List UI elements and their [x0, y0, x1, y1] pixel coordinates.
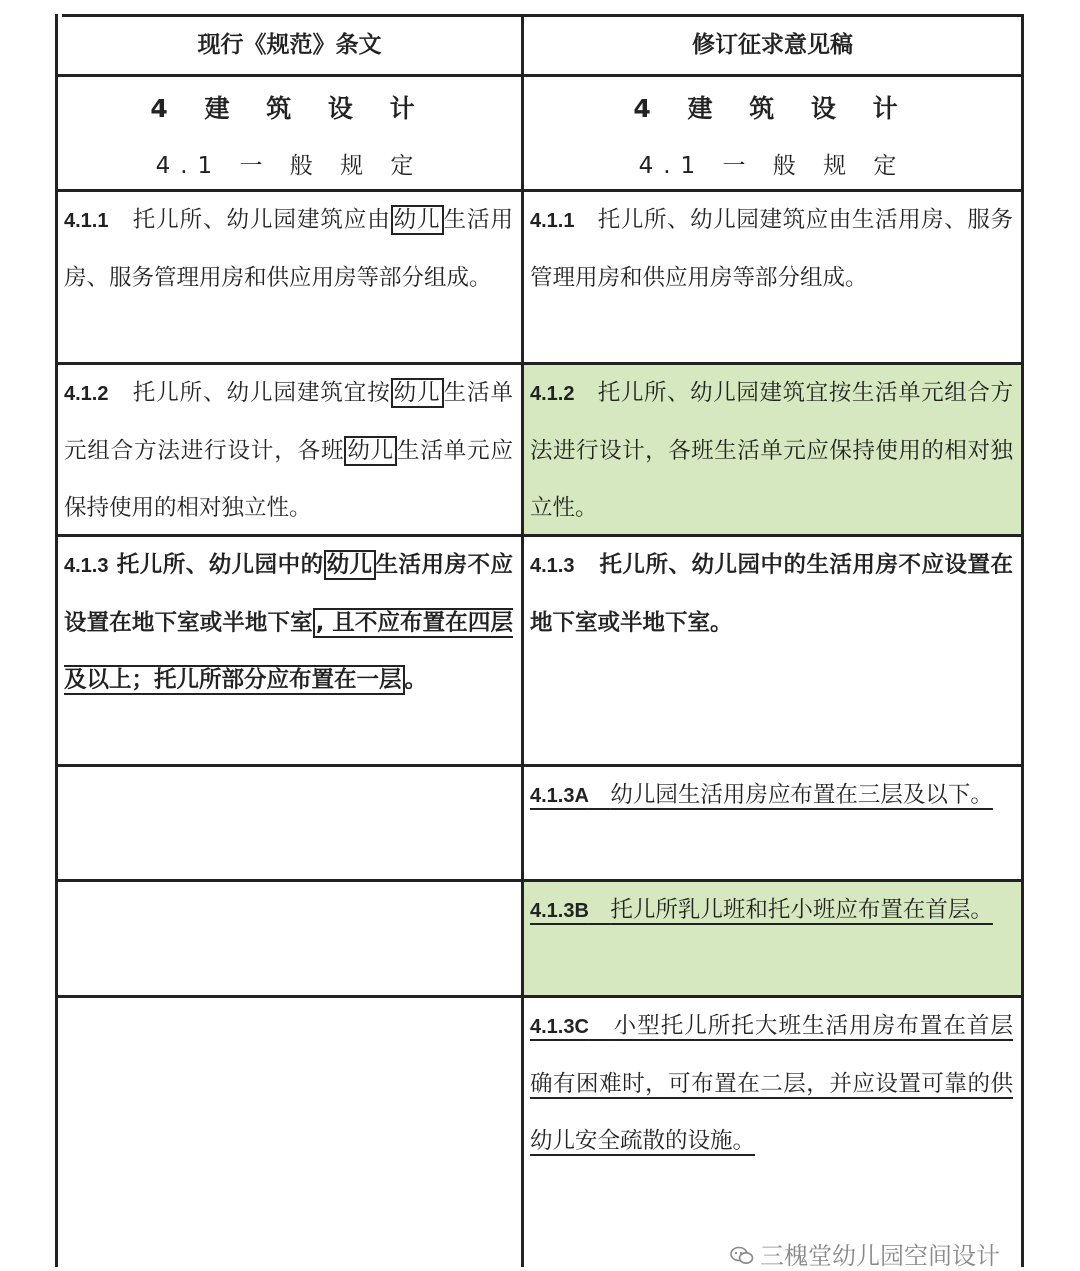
clause-4-1-3c-revised — [524, 998, 1021, 1218]
clause-number: 4.1.3 — [530, 555, 575, 577]
empty-cell — [58, 767, 521, 879]
empty-cell — [58, 882, 521, 995]
clause-text: 托儿所、幼儿园建筑应由 — [132, 207, 391, 233]
clause-number: 4.1.2 — [530, 383, 575, 405]
header-revision-draft: 修订征求意见稿 — [692, 32, 853, 58]
watermark-text: 三槐堂幼儿园空间设计 — [760, 1242, 1000, 1270]
clause-text-added: 幼儿园生活用房应布置在三层及以下。 — [610, 782, 993, 808]
watermark — [730, 1236, 1000, 1271]
clause-4-1-3-revised — [524, 537, 1021, 764]
clause-4-1-3-current — [58, 537, 521, 764]
boxed-deletion: 幼儿 — [344, 436, 397, 466]
boxed-deletion: , 且不应布置在四层及以上；托儿所部分应布置在一层 — [64, 610, 513, 693]
clause-number: 4.1.1 — [530, 210, 575, 232]
clause-text-added: 托儿所乳儿班和托小班应布置在首层。 — [610, 897, 993, 923]
chapter-title-left: 4 建 筑 设 计 — [150, 94, 429, 123]
wechat-icon — [730, 1246, 754, 1266]
empty-cell — [58, 998, 521, 1267]
clause-4-1-1-revised — [524, 192, 1021, 362]
boxed-deletion: 幼儿 — [391, 378, 444, 408]
clause-number: 4.1.3 — [64, 555, 109, 577]
clause-number: 4.1.1 — [64, 210, 109, 232]
boxed-deletion: 幼儿 — [324, 550, 376, 580]
clause-number: 4.1.3C — [530, 1016, 589, 1038]
clause-text: 生活用房、服务管理用房和供应用房等部分组成。 — [64, 207, 513, 291]
clause-text: 托儿所、幼儿园建筑宜按生活单元组合方法进行设计，各班生活单元应保持使用的相对独立性。 — [530, 380, 1013, 521]
section-title-right: 4.1 一 般 规 定 — [638, 153, 907, 179]
clause-4-1-1-current — [58, 192, 521, 362]
clause-4-1-2-current — [58, 365, 521, 534]
chapter-title-right: 4 建 筑 设 计 — [633, 94, 912, 123]
clause-text: 生活单元组合方法进行设计，各班 — [64, 380, 513, 464]
clause-text: 生活单元应保持使用的相对独立性。 — [64, 438, 513, 521]
section-title-left: 4.1 一 般 规 定 — [155, 153, 424, 179]
clause-text: 托儿所、幼儿园建筑宜按 — [132, 380, 391, 406]
row-divider — [55, 74, 1024, 77]
clause-4-1-3a-revised — [524, 767, 1021, 879]
clause-number: 4.1.2 — [64, 383, 109, 405]
clause-number: 4.1.3B — [530, 900, 589, 922]
table-right-border — [1021, 14, 1024, 1267]
clause-text: 托儿所、幼儿园中的 — [116, 552, 324, 578]
table-top-border — [62, 14, 1024, 17]
clause-text: 托儿所、幼儿园建筑应由生活用房、服务管理用房和供应用房等部分组成。 — [530, 207, 1013, 291]
clause-text: 。 — [404, 667, 428, 693]
header-current-code: 现行《规范》条文 — [197, 32, 382, 58]
clause-number: 4.1.3A — [530, 785, 589, 807]
boxed-deletion: 幼儿 — [391, 205, 444, 235]
clause-text: 生活用房不应设置在地下室或半地下室 — [64, 552, 513, 636]
clause-text-added: 小型托儿所托大班生活用房布置在首层确有困难时，可布置在二层，并应设置可靠的供幼儿安全疏散的设施。 — [530, 1013, 1013, 1154]
clause-4-1-3b-revised — [524, 882, 1021, 995]
clause-text: 托儿所、幼儿园中的生活用房不应设置在地下室或半地下室。 — [530, 552, 1013, 636]
clause-4-1-2-revised — [524, 365, 1021, 534]
